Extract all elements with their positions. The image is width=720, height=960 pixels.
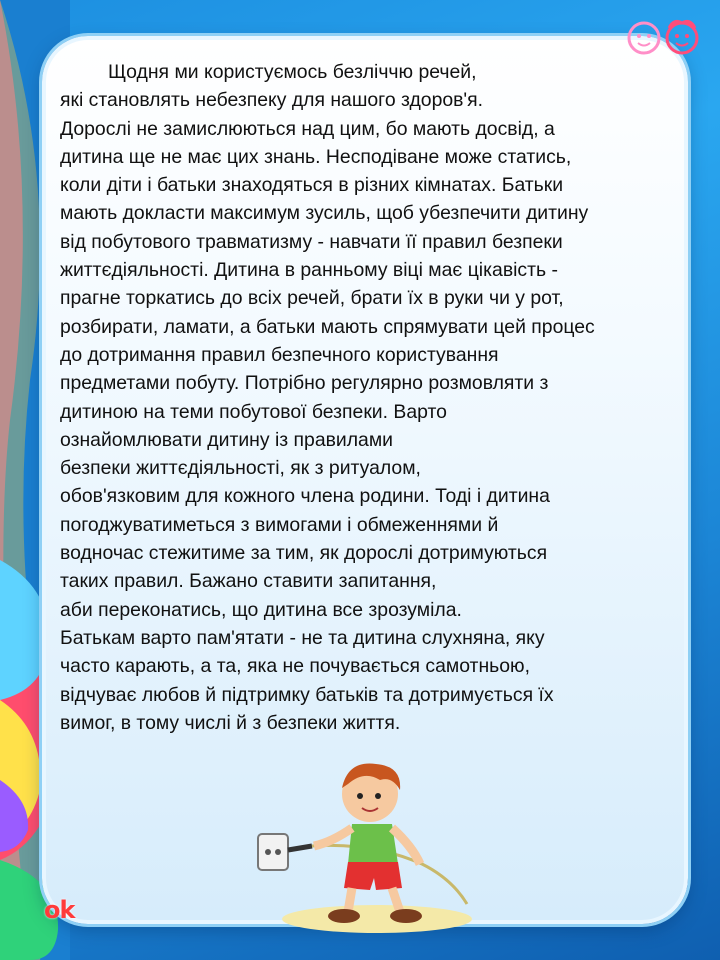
paragraph-line: предметами побуту. Потрібно регулярно розмовляти з	[60, 372, 549, 395]
paragraph-line: відчуває любов й підтримку батьків та дотримується їх	[60, 683, 554, 706]
paragraph-line: життєдіяльності. Дитина в ранньому віці має цікавість -	[60, 259, 558, 282]
paragraph-line: погоджуватиметься з вимогами і обмеженнями й	[60, 513, 499, 536]
paragraph-line: Щодня ми користуємось безліччю речей,	[108, 61, 477, 83]
boy-plug-socket-illustration	[252, 754, 482, 934]
paragraph-line: коли діти і батьки знаходяться в різних кімнатах. Батьки	[60, 174, 564, 197]
paragraph-line: вимог, в тому числі й з безпеки життя.	[60, 711, 401, 734]
paragraph-line: таких правил. Бажано ставити запитання,	[60, 570, 437, 593]
paragraph-line: Батькам варто пам'ятати - не та дитина слухняна, яку	[60, 626, 545, 649]
paragraph-line: обов'язковим для кожного члена родини. Тоді і дитина	[60, 485, 550, 508]
ok-logo: ok	[44, 896, 75, 924]
paragraph-line: дитина ще не має цих знань. Несподіване може статись,	[60, 145, 572, 168]
paragraph-line: мають докласти максимум зусиль, щоб убезпечити дитину	[60, 202, 589, 225]
safety-paragraph	[60, 58, 680, 737]
paragraph-line: аби переконатись, що дитина все зрозуміла.	[60, 598, 462, 621]
paragraph-line: до дотримання правил безпечного користування	[60, 343, 499, 366]
kids-faces-icon	[622, 14, 706, 58]
paragraph-line: ознайомлювати дитину із правилами	[60, 428, 393, 451]
paragraph-line: розбирати, ламати, а батьки мають спрямувати цей процес	[60, 315, 595, 338]
paragraph-line: часто карають, а та, яка не почувається самотньою,	[60, 655, 530, 678]
paragraph-line: від побутового травматизму - навчати її правил безпеки	[60, 230, 563, 253]
paragraph-line: водночас стежитиме за тим, як дорослі дотримуються	[60, 542, 548, 565]
paragraph-line: безпеки життєдіяльності, як з ритуалом,	[60, 457, 421, 480]
paragraph-line: які становлять небезпеку для нашого здоров'я.	[60, 89, 484, 112]
paragraph-line: Дорослі не замислюються над цим, бо мають досвід, а	[60, 117, 555, 140]
paragraph-line: дитиною на теми побутової безпеки. Варто	[60, 400, 447, 423]
paragraph-line: прагне торкатись до всіх речей, брати їх в руки чи у рот,	[60, 287, 564, 310]
